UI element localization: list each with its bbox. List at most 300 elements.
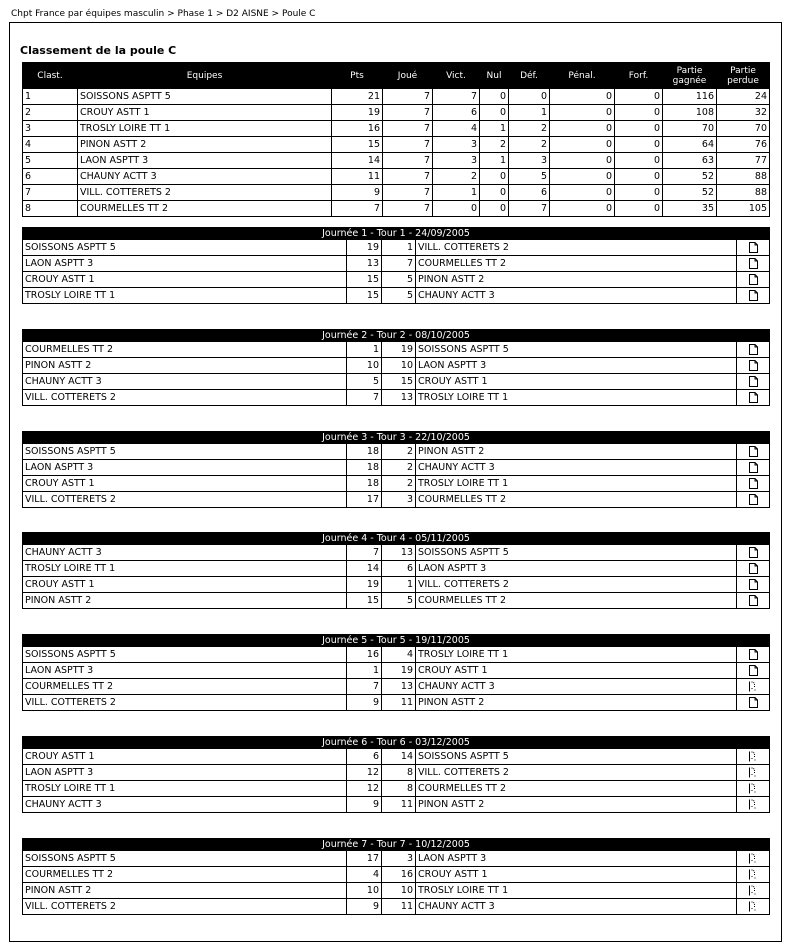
away-score: 7 [382,256,416,272]
ranking-cell: 3 [433,153,480,169]
ranking-header-cell: Déf. [509,63,550,89]
home-team: PINON ASTT 2 [23,883,347,899]
home-score: 10 [347,358,382,374]
home-team: SOISSONS ASPTT 5 [23,647,347,663]
match-day-table [22,736,770,813]
ranking-header-cell: Pénal. [550,63,615,89]
home-team: CHAUNY ACTT 3 [23,374,347,390]
home-score: 16 [347,647,382,663]
table-row [23,169,770,185]
home-team: CHAUNY ACTT 3 [23,545,347,561]
ranking-cell: 6 [433,105,480,121]
table-row [23,121,770,137]
document-icon[interactable] [749,595,758,606]
home-score: 18 [347,444,382,460]
ranking-cell: 88 [717,169,770,185]
away-team: SOISSONS ASPTT 5 [416,545,737,561]
document-icon[interactable] [749,274,758,285]
dotted-document-icon[interactable] [749,853,758,864]
ranking-cell: 0 [615,169,663,185]
ranking-cell: 4 [433,121,480,137]
ranking-cell: 0 [480,105,509,121]
ranking-cell: 7 [23,185,78,201]
match-sheet-cell[interactable] [737,749,770,765]
document-icon[interactable] [749,344,758,355]
ranking-cell: 11 [332,169,383,185]
match-sheet-cell[interactable] [737,240,770,256]
ranking-cell: 7 [383,153,433,169]
home-team: TROSLY LOIRE TT 1 [23,288,347,304]
match-day-title: Journée 6 - Tour 6 - 03/12/2005 [23,737,770,749]
match-sheet-cell[interactable] [737,781,770,797]
ranking-cell: 3 [433,137,480,153]
away-score: 11 [382,797,416,813]
home-score: 15 [347,288,382,304]
away-score: 8 [382,781,416,797]
home-team: LAON ASPTT 3 [23,256,347,272]
ranking-cell: 7 [332,201,383,217]
ranking-cell: 88 [717,185,770,201]
ranking-title: Classement de la poule C [20,44,177,57]
match-sheet-cell[interactable] [737,545,770,561]
away-score: 2 [382,476,416,492]
match-day-title: Journée 5 - Tour 5 - 19/11/2005 [23,635,770,647]
ranking-cell: 7 [383,89,433,105]
table-row [23,201,770,217]
match-day-table [22,634,770,711]
home-team: LAON ASPTT 3 [23,663,347,679]
match-row [23,593,770,609]
home-score: 12 [347,765,382,781]
match-sheet-cell[interactable] [737,593,770,609]
away-score: 13 [382,679,416,695]
document-icon[interactable] [749,242,758,253]
away-team: LAON ASPTT 3 [416,358,737,374]
home-team: VILL. COTTERETS 2 [23,695,347,711]
ranking-cell: 7 [433,89,480,105]
ranking-cell: 32 [717,105,770,121]
away-team: VILL. COTTERETS 2 [416,577,737,593]
ranking-header-cell: Partie perdue [717,63,770,89]
team-name: CHAUNY ACTT 3 [78,169,332,185]
away-score: 2 [382,460,416,476]
ranking-table [22,62,770,217]
match-row [23,695,770,711]
ranking-cell: 19 [332,105,383,121]
home-team: LAON ASPTT 3 [23,765,347,781]
home-score: 6 [347,749,382,765]
match-day-table [22,532,770,609]
match-sheet-cell[interactable] [737,390,770,406]
away-team: PINON ASTT 2 [416,272,737,288]
match-sheet-cell[interactable] [737,851,770,867]
document-icon[interactable] [749,360,758,371]
home-score: 1 [347,342,382,358]
away-team: COURMELLES TT 2 [416,781,737,797]
document-icon[interactable] [749,547,758,558]
match-sheet-cell[interactable] [737,476,770,492]
team-name: COURMELLES TT 2 [78,201,332,217]
home-score: 9 [347,797,382,813]
document-icon[interactable] [749,392,758,403]
match-row [23,765,770,781]
home-score: 9 [347,899,382,915]
document-icon[interactable] [749,697,758,708]
ranking-cell: 3 [509,153,550,169]
ranking-cell: 70 [663,121,717,137]
away-team: PINON ASTT 2 [416,797,737,813]
home-team: VILL. COTTERETS 2 [23,899,347,915]
away-team: CROUY ASTT 1 [416,867,737,883]
away-score: 2 [382,444,416,460]
away-team: TROSLY LOIRE TT 1 [416,883,737,899]
match-row [23,867,770,883]
ranking-cell: 2 [23,105,78,121]
home-score: 7 [347,545,382,561]
match-day-title: Journée 7 - Tour 7 - 10/12/2005 [23,839,770,851]
home-score: 7 [347,679,382,695]
ranking-cell: 5 [509,169,550,185]
ranking-cell: 0 [615,201,663,217]
away-team: VILL. COTTERETS 2 [416,765,737,781]
match-sheet-cell[interactable] [737,272,770,288]
match-sheet-cell[interactable] [737,765,770,781]
match-row [23,797,770,813]
match-row [23,288,770,304]
ranking-cell: 6 [509,185,550,201]
ranking-cell: 64 [663,137,717,153]
match-row [23,781,770,797]
home-score: 9 [347,695,382,711]
dotted-document-icon[interactable] [749,783,758,794]
away-score: 19 [382,663,416,679]
away-team: LAON ASPTT 3 [416,851,737,867]
dotted-document-icon[interactable] [749,751,758,762]
home-team: COURMELLES TT 2 [23,342,347,358]
match-sheet-cell[interactable] [737,561,770,577]
ranking-cell: 7 [383,105,433,121]
match-sheet-cell[interactable] [737,374,770,390]
match-sheet-cell[interactable] [737,679,770,695]
team-name: PINON ASTT 2 [78,137,332,153]
dotted-document-icon[interactable] [749,681,758,692]
home-score: 12 [347,781,382,797]
match-day-title: Journée 1 - Tour 1 - 24/09/2005 [23,228,770,240]
document-icon[interactable] [749,563,758,574]
match-row [23,749,770,765]
ranking-cell: 0 [550,153,615,169]
ranking-cell: 0 [480,169,509,185]
table-row [23,185,770,201]
home-score: 19 [347,240,382,256]
home-team: SOISSONS ASPTT 5 [23,240,347,256]
away-score: 16 [382,867,416,883]
dotted-document-icon[interactable] [749,901,758,912]
ranking-header-cell: Nul [480,63,509,89]
away-team: TROSLY LOIRE TT 1 [416,476,737,492]
team-name: SOISSONS ASPTT 5 [78,89,332,105]
home-score: 14 [347,561,382,577]
match-row [23,374,770,390]
away-team: TROSLY LOIRE TT 1 [416,390,737,406]
away-team: COURMELLES TT 2 [416,256,737,272]
ranking-cell: 7 [383,201,433,217]
match-row [23,899,770,915]
match-row [23,272,770,288]
document-icon[interactable] [749,258,758,269]
ranking-header-row [23,63,770,89]
document-icon[interactable] [749,649,758,660]
home-team: CROUY ASTT 1 [23,272,347,288]
match-day-table [22,838,770,915]
dotted-document-icon[interactable] [749,799,758,810]
away-score: 5 [382,593,416,609]
away-team: SOISSONS ASPTT 5 [416,342,737,358]
ranking-cell: 8 [23,201,78,217]
match-row [23,679,770,695]
home-score: 13 [347,256,382,272]
away-team: SOISSONS ASPTT 5 [416,749,737,765]
match-sheet-cell[interactable] [737,288,770,304]
ranking-cell: 77 [717,153,770,169]
ranking-cell: 0 [615,89,663,105]
match-sheet-cell[interactable] [737,899,770,915]
match-sheet-cell[interactable] [737,797,770,813]
home-team: CROUY ASTT 1 [23,749,347,765]
home-score: 7 [347,390,382,406]
dotted-document-icon[interactable] [749,767,758,778]
away-score: 1 [382,577,416,593]
away-team: CHAUNY ACTT 3 [416,288,737,304]
ranking-cell: 0 [433,201,480,217]
ranking-cell: 1 [509,105,550,121]
ranking-cell: 2 [433,169,480,185]
home-score: 1 [347,663,382,679]
away-score: 10 [382,358,416,374]
match-row [23,851,770,867]
away-score: 13 [382,390,416,406]
away-team: CHAUNY ACTT 3 [416,460,737,476]
match-row [23,476,770,492]
ranking-header-cell: Partie gagnée [663,63,717,89]
away-score: 19 [382,342,416,358]
ranking-cell: 0 [550,201,615,217]
ranking-cell: 7 [383,121,433,137]
document-icon[interactable] [749,494,758,505]
home-team: PINON ASTT 2 [23,593,347,609]
home-team: CHAUNY ACTT 3 [23,797,347,813]
away-score: 14 [382,749,416,765]
match-sheet-cell[interactable] [737,444,770,460]
match-row [23,492,770,508]
ranking-cell: 0 [480,89,509,105]
ranking-cell: 0 [615,137,663,153]
away-team: VILL. COTTERETS 2 [416,240,737,256]
match-sheet-cell[interactable] [737,695,770,711]
document-icon[interactable] [749,376,758,387]
ranking-cell: 2 [480,137,509,153]
match-sheet-cell[interactable] [737,358,770,374]
match-sheet-cell[interactable] [737,867,770,883]
match-row [23,577,770,593]
match-sheet-cell[interactable] [737,256,770,272]
match-sheet-cell[interactable] [737,460,770,476]
ranking-cell: 0 [550,169,615,185]
away-team: CHAUNY ACTT 3 [416,899,737,915]
team-name: TROSLY LOIRE TT 1 [78,121,332,137]
match-row [23,647,770,663]
away-team: COURMELLES TT 2 [416,593,737,609]
ranking-cell: 7 [383,137,433,153]
home-score: 19 [347,577,382,593]
away-team: PINON ASTT 2 [416,695,737,711]
ranking-cell: 1 [480,121,509,137]
match-day-title: Journée 3 - Tour 3 - 22/10/2005 [23,432,770,444]
ranking-header-cell: Pts [332,63,383,89]
team-name: VILL. COTTERETS 2 [78,185,332,201]
away-team: PINON ASTT 2 [416,444,737,460]
home-team: CROUY ASTT 1 [23,577,347,593]
home-score: 10 [347,883,382,899]
ranking-cell: 0 [615,153,663,169]
match-row [23,444,770,460]
away-score: 6 [382,561,416,577]
document-icon[interactable] [749,478,758,489]
ranking-cell: 3 [23,121,78,137]
ranking-cell: 0 [550,185,615,201]
ranking-cell: 1 [23,89,78,105]
ranking-cell: 0 [480,201,509,217]
table-row [23,89,770,105]
dotted-document-icon[interactable] [749,869,758,880]
ranking-cell: 76 [717,137,770,153]
away-score: 5 [382,272,416,288]
table-row [23,153,770,169]
away-score: 8 [382,765,416,781]
match-sheet-cell[interactable] [737,577,770,593]
match-row [23,240,770,256]
ranking-cell: 15 [332,137,383,153]
ranking-cell: 7 [383,185,433,201]
team-name: LAON ASPTT 3 [78,153,332,169]
document-icon[interactable] [749,446,758,457]
ranking-header-cell: Equipes [78,63,332,89]
ranking-cell: 0 [550,89,615,105]
document-icon[interactable] [749,665,758,676]
home-score: 5 [347,374,382,390]
home-score: 15 [347,272,382,288]
home-team: SOISSONS ASPTT 5 [23,444,347,460]
match-row [23,256,770,272]
home-score: 18 [347,460,382,476]
away-score: 1 [382,240,416,256]
ranking-cell: 24 [717,89,770,105]
ranking-cell: 0 [615,185,663,201]
match-sheet-cell[interactable] [737,647,770,663]
table-row [23,105,770,121]
away-team: LAON ASPTT 3 [416,561,737,577]
ranking-cell: 14 [332,153,383,169]
match-sheet-cell[interactable] [737,883,770,899]
home-score: 17 [347,851,382,867]
ranking-cell: 2 [509,121,550,137]
ranking-cell: 1 [433,185,480,201]
away-team: CHAUNY ACTT 3 [416,679,737,695]
home-score: 18 [347,476,382,492]
ranking-header-cell: Forf. [615,63,663,89]
ranking-cell: 21 [332,89,383,105]
home-team: TROSLY LOIRE TT 1 [23,561,347,577]
dotted-document-icon[interactable] [749,885,758,896]
ranking-cell: 108 [663,105,717,121]
home-team: SOISSONS ASPTT 5 [23,851,347,867]
home-team: COURMELLES TT 2 [23,867,347,883]
ranking-cell: 105 [717,201,770,217]
match-sheet-cell[interactable] [737,342,770,358]
home-score: 17 [347,492,382,508]
ranking-cell: 0 [550,121,615,137]
match-sheet-cell[interactable] [737,663,770,679]
away-score: 11 [382,899,416,915]
ranking-cell: 2 [509,137,550,153]
document-icon[interactable] [749,462,758,473]
away-score: 3 [382,492,416,508]
ranking-cell: 63 [663,153,717,169]
away-score: 10 [382,883,416,899]
home-team: VILL. COTTERETS 2 [23,390,347,406]
away-team: TROSLY LOIRE TT 1 [416,647,737,663]
ranking-cell: 0 [550,137,615,153]
document-icon[interactable] [749,290,758,301]
ranking-cell: 5 [23,153,78,169]
home-team: PINON ASTT 2 [23,358,347,374]
breadcrumb[interactable]: Chpt France par équipes masculin > Phase 1 > D2 AISNE > Poule C [11,9,316,19]
home-team: TROSLY LOIRE TT 1 [23,781,347,797]
match-day-table [22,329,770,406]
away-score: 4 [382,647,416,663]
ranking-cell: 7 [509,201,550,217]
ranking-cell: 35 [663,201,717,217]
match-row [23,663,770,679]
away-score: 5 [382,288,416,304]
match-day-title: Journée 2 - Tour 2 - 08/10/2005 [23,330,770,342]
match-day-table [22,227,770,304]
ranking-cell: 0 [509,89,550,105]
ranking-cell: 0 [550,105,615,121]
match-day-title: Journée 4 - Tour 4 - 05/11/2005 [23,533,770,545]
ranking-cell: 16 [332,121,383,137]
match-sheet-cell[interactable] [737,492,770,508]
match-row [23,358,770,374]
match-row [23,390,770,406]
ranking-cell: 9 [332,185,383,201]
away-team: CROUY ASTT 1 [416,374,737,390]
away-team: COURMELLES TT 2 [416,492,737,508]
ranking-cell: 0 [615,121,663,137]
ranking-cell: 4 [23,137,78,153]
ranking-cell: 70 [717,121,770,137]
away-score: 3 [382,851,416,867]
match-row [23,883,770,899]
document-icon[interactable] [749,579,758,590]
away-team: CROUY ASTT 1 [416,663,737,679]
home-team: COURMELLES TT 2 [23,679,347,695]
ranking-cell: 116 [663,89,717,105]
ranking-header-cell: Vict. [433,63,480,89]
ranking-cell: 1 [480,153,509,169]
match-row [23,342,770,358]
ranking-header-cell: Clast. [23,63,78,89]
